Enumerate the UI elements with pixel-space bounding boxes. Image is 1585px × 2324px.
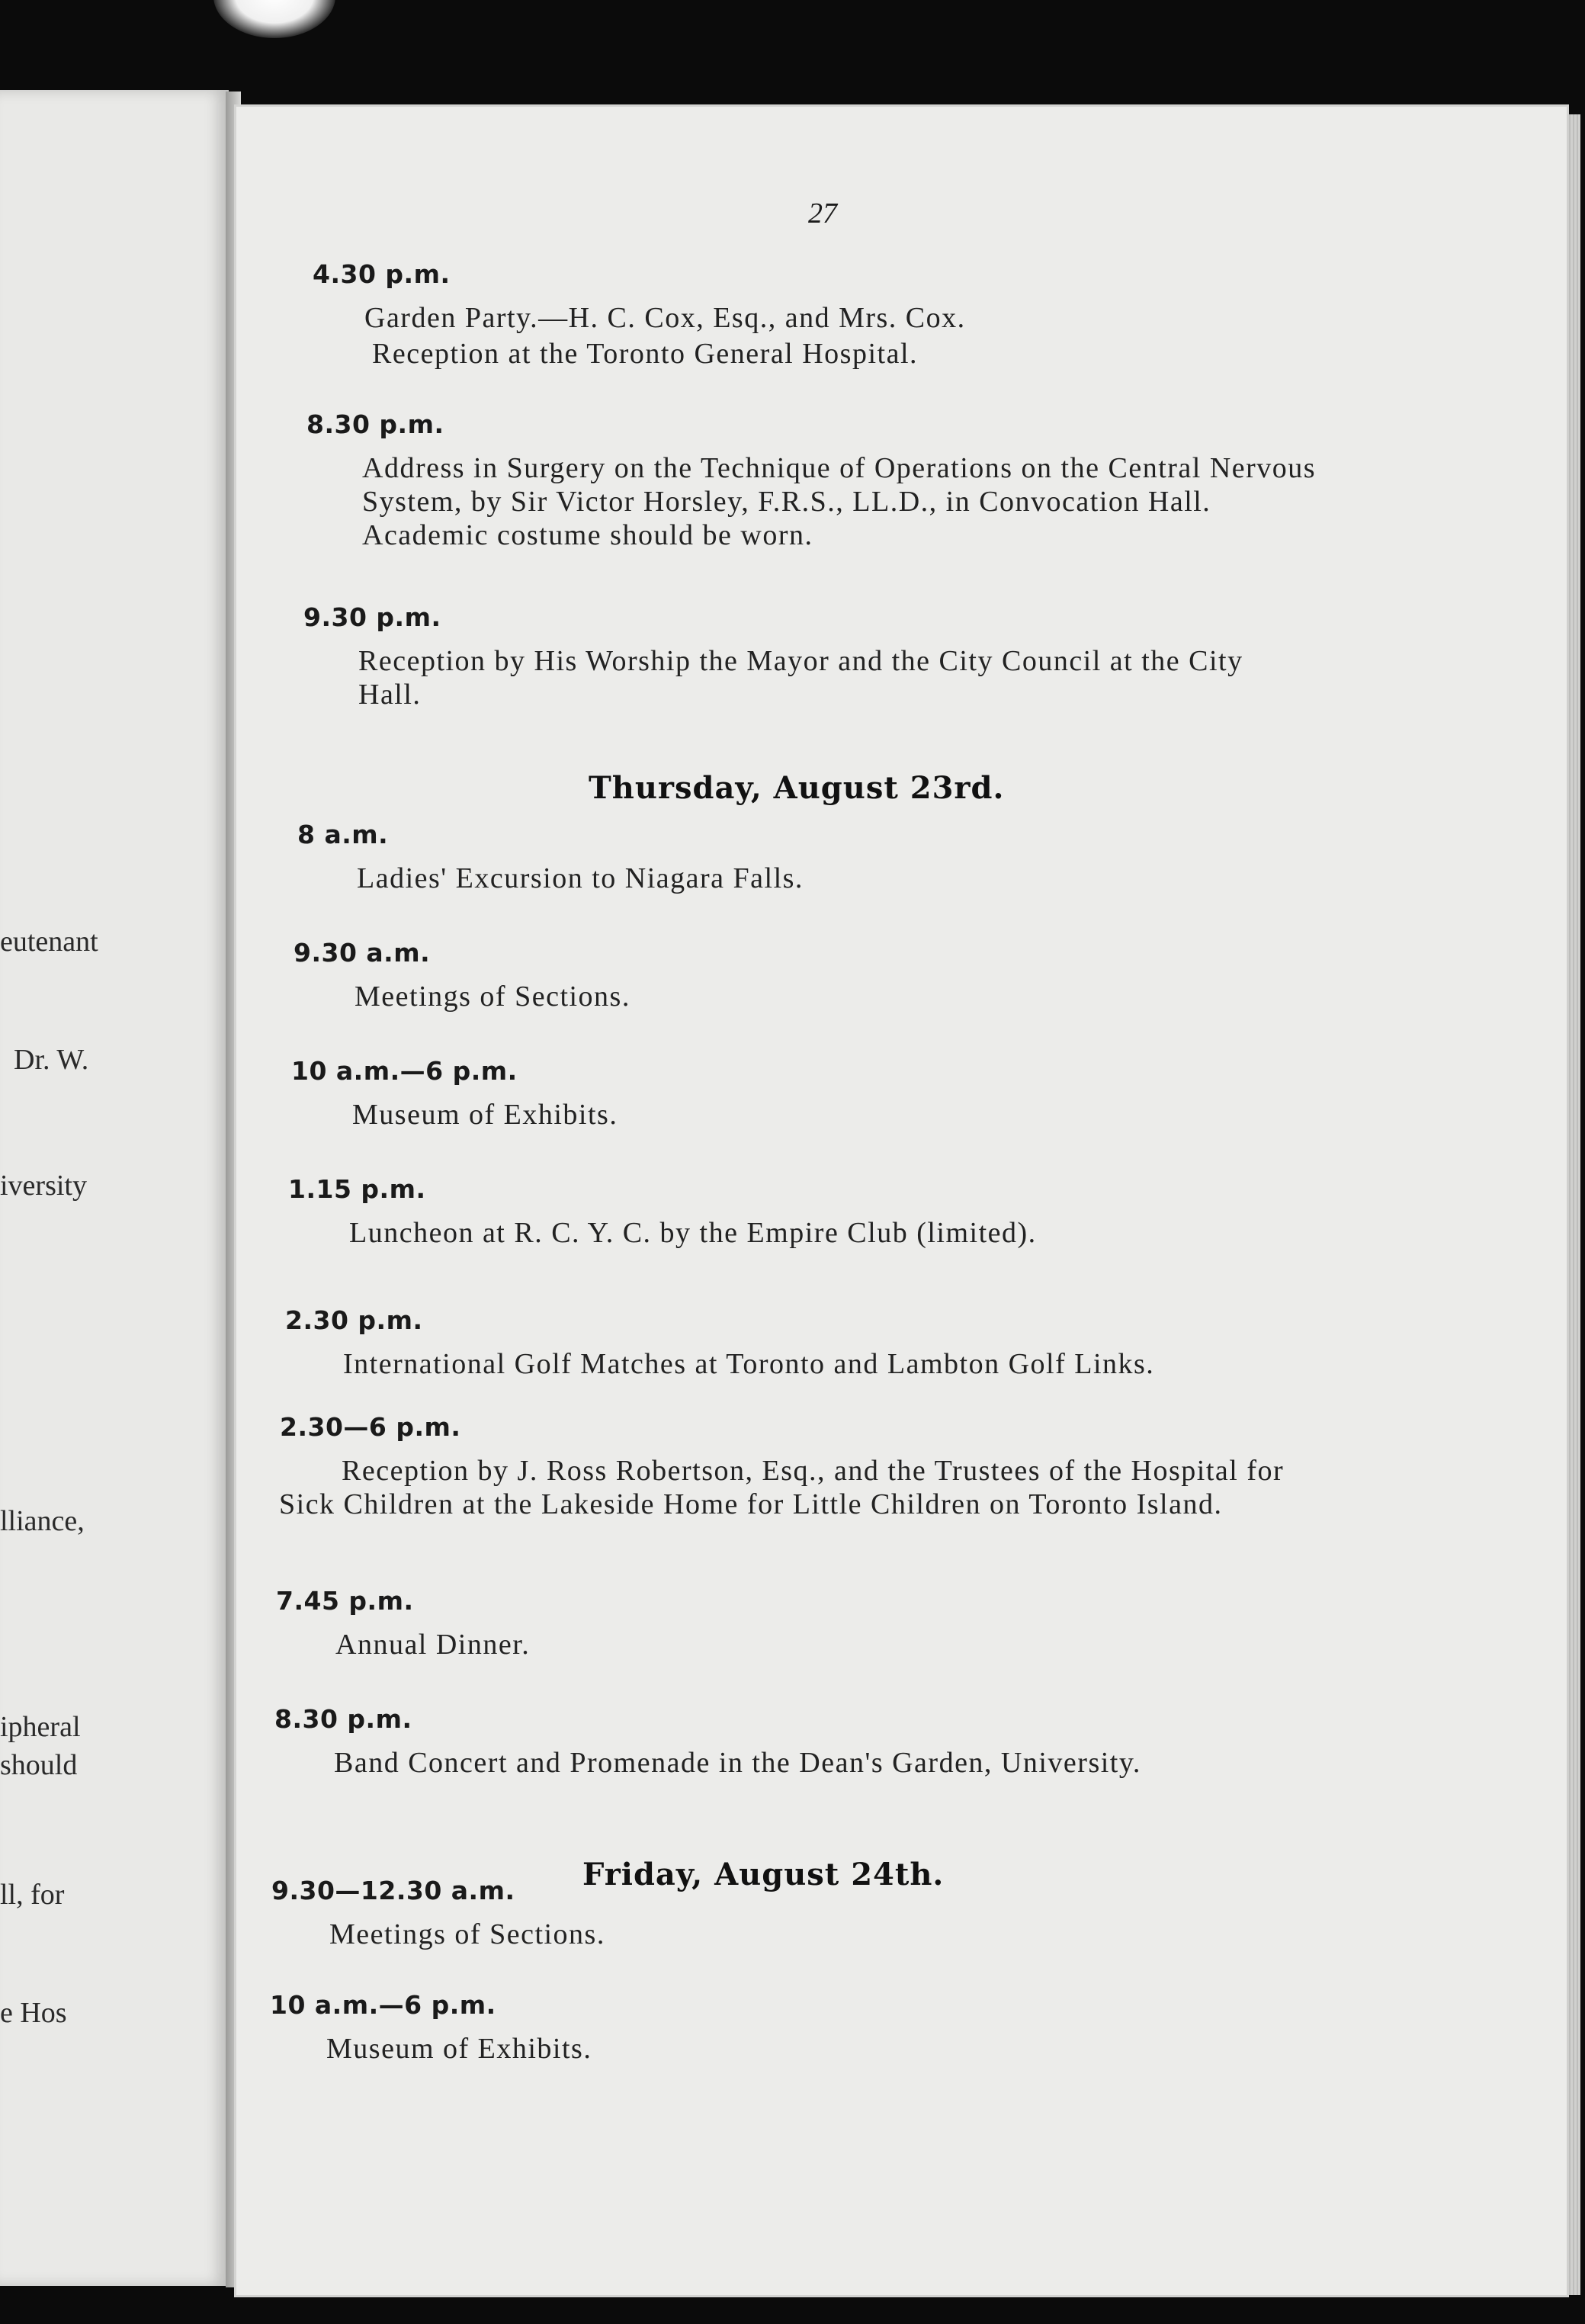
event-time: 10 a.m.—6 p.m. <box>291 1056 518 1086</box>
left-page-fragment: should <box>0 1749 78 1781</box>
event-description: Reception by His Worship the Mayor and the City Council at the City Hall. <box>358 645 1243 711</box>
event-time: 8 a.m. <box>297 820 389 849</box>
left-page-fragment: Dr. W. <box>14 1044 89 1076</box>
left-facing-page <box>0 90 229 2286</box>
event-description: Ladies' Excursion to Niagara Falls. <box>357 862 804 894</box>
event-time: 8.30 p.m. <box>306 409 444 439</box>
event-time: 10 a.m.—6 p.m. <box>270 1990 496 2020</box>
event-description: Museum of Exhibits. <box>326 2033 592 2065</box>
left-page-fragment: ll, for <box>0 1879 65 1911</box>
event-description: International Golf Matches at Toronto and Lambton Golf Links. <box>343 1348 1155 1380</box>
left-page-fragment: lliance, <box>0 1505 85 1537</box>
left-page-fragment: iversity <box>0 1170 87 1202</box>
event-description: Museum of Exhibits. <box>352 1099 618 1131</box>
event-time: 1.15 p.m. <box>288 1174 426 1204</box>
event-time: 7.45 p.m. <box>276 1586 414 1616</box>
event-description: Reception by J. Ross Robertson, Esq., and the Trustees of the Hospital for Sick Children at the Lakeside Home for Little Children on Toronto Island. <box>279 1455 1285 1520</box>
event-description: Meetings of Sections. <box>355 981 630 1013</box>
event-time: 4.30 p.m. <box>313 259 451 289</box>
event-description: Garden Party.—H. C. Cox, Esq., and Mrs. Cox. <box>364 302 966 334</box>
event-description: Band Concert and Promenade in the Dean's Garden, University. <box>334 1747 1141 1779</box>
light-glare <box>213 0 335 38</box>
left-page-fragment: e Hos <box>0 1997 67 2029</box>
left-page-fragment: eutenant <box>0 926 98 958</box>
right-page <box>236 107 1567 2295</box>
event-description: Reception at the Toronto General Hospital. <box>372 338 919 370</box>
event-time: 2.30 p.m. <box>285 1305 423 1335</box>
page-text <box>236 107 1567 2295</box>
event-description: Meetings of Sections. <box>329 1918 605 1950</box>
left-page-fragment: ipheral <box>0 1711 81 1743</box>
event-description: Annual Dinner. <box>335 1629 531 1661</box>
event-time: 2.30—6 p.m. <box>280 1412 461 1442</box>
page-number: 27 <box>808 197 837 230</box>
event-time: 9.30 a.m. <box>294 938 431 968</box>
event-description: Address in Surgery on the Technique of Operations on the Central Nervous System, by Sir Victor Horsley, F.R.S., LL.D., in Convocation Hall. Academic costume should be worn. <box>362 452 1317 551</box>
day-heading-thursday: Thursday, August 23rd. <box>589 770 1005 806</box>
event-time: 9.30 p.m. <box>303 602 441 632</box>
event-time: 9.30—12.30 a.m. <box>271 1876 515 1905</box>
day-heading-friday: Friday, August 24th. <box>582 1857 945 1892</box>
event-description: Luncheon at R. C. Y. C. by the Empire Club (limited). <box>349 1217 1037 1249</box>
event-time: 8.30 p.m. <box>274 1704 412 1734</box>
